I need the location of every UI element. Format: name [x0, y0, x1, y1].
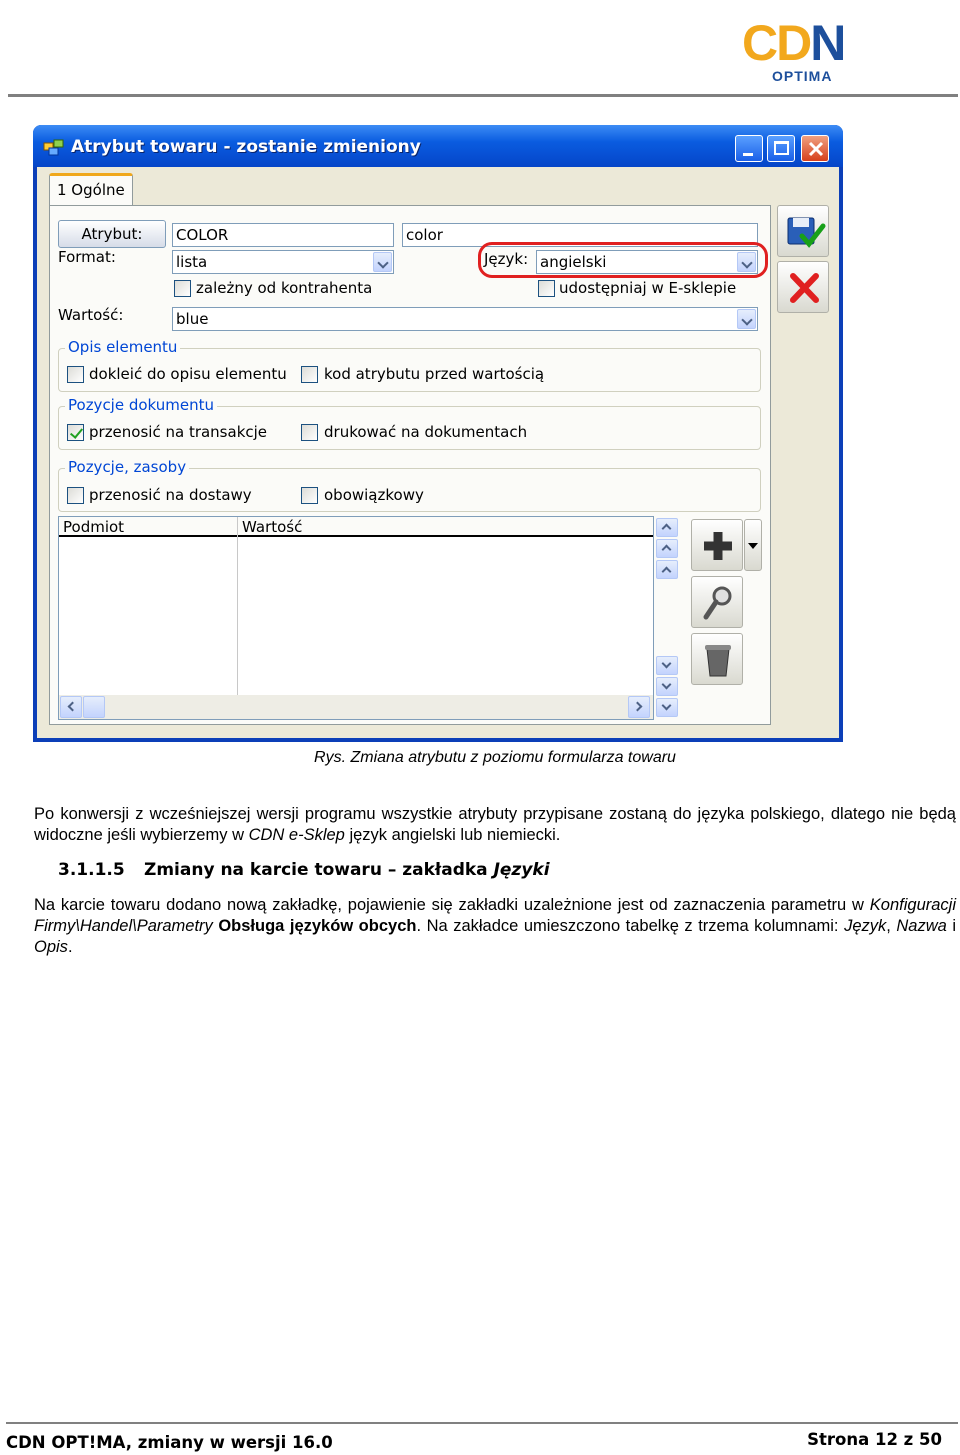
group-resources: [58, 458, 761, 512]
para2-config-path: Konfiguracji Firmy\Handel\Parametry: [34, 896, 956, 935]
trash-icon: [692, 634, 744, 686]
section-heading: [58, 860, 550, 880]
para2-text-c: ,: [886, 917, 897, 935]
grid-header: [59, 517, 653, 537]
group-document-items: [58, 396, 761, 450]
scroll-right-button[interactable]: [628, 696, 650, 718]
cdn-optima-logo: [742, 15, 860, 86]
logo-sub: OPTIMA: [772, 68, 833, 84]
chevron-down-icon[interactable]: [373, 252, 392, 272]
chevron-left-icon: [68, 702, 78, 712]
nav-last-button[interactable]: [656, 698, 678, 717]
append-description-label: doklеić do opisu elementu: [89, 365, 287, 383]
app-icon: [43, 138, 65, 156]
group-element-title: Opis elementu: [65, 338, 180, 356]
title-bar[interactable]: [33, 125, 843, 167]
chevron-down-icon[interactable]: [737, 309, 756, 329]
group-element-description: [58, 338, 761, 392]
mandatory-label: obowiązkowy: [324, 486, 424, 504]
format-select[interactable]: [172, 250, 394, 274]
para2-text-e: .: [67, 938, 73, 956]
value-value: blue: [176, 310, 209, 328]
delete-button[interactable]: [691, 633, 743, 685]
section-title: Zmiany na karcie towaru – zakładka: [144, 860, 494, 880]
attribute-code-before-label: kod atrybutu przed wartością: [324, 365, 545, 383]
dependent-contractor-checkbox[interactable]: [174, 280, 191, 297]
page-up-icon: [662, 545, 672, 555]
horizontal-scrollbar[interactable]: [59, 695, 653, 719]
logo-word: CDN: [742, 15, 845, 71]
grid-col-value[interactable]: Wartość: [242, 518, 303, 536]
format-label: Format:: [58, 248, 116, 266]
para1-eshop: CDN e-Sklep: [248, 826, 345, 844]
transfer-deliveries-checkbox[interactable]: [67, 487, 84, 504]
para1-text-a: Po konwersji z wcześniejszej wersji programu wszystkie atrybuty przypisane zostaną do języka polskiego, dlatego nie będą widoczne jeśli wybierzemy w: [34, 805, 956, 844]
transfer-transactions-label: przenosić na transakcje: [89, 423, 268, 441]
add-dropdown-button[interactable]: [744, 519, 762, 571]
scroll-thumb[interactable]: [83, 696, 105, 718]
para2-text-b: . Na zakładce umieszczono tabelkę z trzema kolumnami:: [416, 917, 845, 935]
transfer-deliveries-label: przenosić na dostawy: [89, 486, 252, 504]
last-icon: [662, 701, 672, 711]
para2-text-a: Na karcie towaru dodano nową zakładkę, pojawienie się zakładki uzależnione jest od zaznaczenia parametru w: [34, 896, 870, 914]
add-button[interactable]: [691, 519, 743, 571]
cancel-button[interactable]: [777, 261, 829, 313]
value-label: Wartość:: [58, 306, 124, 324]
chevron-up-icon: [662, 567, 672, 577]
first-icon: [662, 524, 672, 534]
footer-page-number: Strona 12 z 50: [807, 1430, 942, 1449]
tab-general[interactable]: 1 Ogólne: [49, 173, 133, 206]
para1-text-b: język angielski lub niemiecki.: [344, 826, 561, 844]
maximize-button[interactable]: [767, 135, 795, 162]
cancel-icon: [778, 262, 830, 314]
paragraph-2: [34, 895, 956, 958]
group-resources-title: Pozycje, zasoby: [65, 458, 189, 476]
edit-button[interactable]: [691, 576, 743, 628]
share-eshop-label: udostępniaj w E-sklepie: [559, 279, 737, 297]
para2-col-name: Nazwa: [896, 917, 947, 935]
share-eshop-checkbox[interactable]: [538, 280, 555, 297]
values-grid[interactable]: [58, 516, 654, 720]
footer-divider: [6, 1422, 958, 1424]
close-icon: [808, 141, 824, 157]
group-document-title: Pozycje dokumentu: [65, 396, 217, 414]
window-title: Atrybut towaru - zostanie zmieniony: [71, 137, 421, 157]
format-value: lista: [176, 253, 208, 271]
paragraph-1: [34, 804, 956, 846]
nav-first-button[interactable]: [656, 518, 678, 537]
plus-icon: [692, 520, 744, 572]
para2-col-description: Opis: [34, 938, 68, 956]
language-value: angielski: [540, 253, 607, 271]
scroll-left-button[interactable]: [60, 696, 82, 718]
footer-product: CDN OPT!MA, zmiany w wersji 16.0: [6, 1433, 333, 1452]
grid-col-subject[interactable]: Podmiot: [63, 518, 125, 536]
attribute-code-before-checkbox[interactable]: [301, 366, 318, 383]
transfer-transactions-checkbox[interactable]: [67, 424, 84, 441]
print-documents-checkbox[interactable]: [301, 424, 318, 441]
maximize-icon: [774, 141, 789, 155]
attribute-button[interactable]: Atrybut:: [58, 220, 166, 248]
para2-text-d: i: [946, 917, 957, 935]
nav-page-up-button[interactable]: [656, 539, 678, 558]
dependent-contractor-label: zależny od kontrahenta: [196, 279, 373, 297]
chevron-right-icon: [633, 702, 643, 712]
nav-page-down-button[interactable]: [656, 677, 678, 696]
figure-caption: Rys. Zmiana atrybutu z poziomu formularza towaru: [314, 749, 676, 766]
caret-down-icon: [745, 520, 761, 572]
dialog-client: [37, 167, 839, 738]
page-down-icon: [662, 680, 672, 690]
minimize-icon: [743, 153, 753, 156]
grid-column-separator: [237, 517, 238, 697]
value-select[interactable]: [172, 307, 758, 331]
language-highlight-annotation: [478, 242, 768, 278]
attribute-name-field[interactable]: color: [402, 223, 758, 247]
print-documents-label: drukować na dokumentach: [324, 423, 528, 441]
header-divider: [8, 94, 958, 97]
nav-down-button[interactable]: [656, 656, 678, 675]
append-description-checkbox[interactable]: [67, 366, 84, 383]
general-panel: [49, 205, 771, 725]
section-title-italic: Języki: [493, 860, 550, 880]
save-icon: [778, 206, 830, 258]
chevron-down-icon: [662, 659, 672, 669]
minimize-button[interactable]: [735, 135, 763, 162]
save-button[interactable]: [777, 205, 829, 257]
section-number: 3.1.1.5: [58, 860, 125, 880]
attribute-dialog: [33, 125, 843, 742]
para2-bold-option: Obsługa języków obcych: [212, 917, 417, 935]
para2-col-language: Język: [844, 917, 887, 935]
nav-up-button[interactable]: [656, 560, 678, 579]
language-label: Język:: [484, 250, 529, 268]
magnifier-icon: [692, 577, 744, 629]
attribute-code-field[interactable]: COLOR: [172, 223, 394, 247]
mandatory-checkbox[interactable]: [301, 487, 318, 504]
close-button[interactable]: [801, 135, 829, 162]
